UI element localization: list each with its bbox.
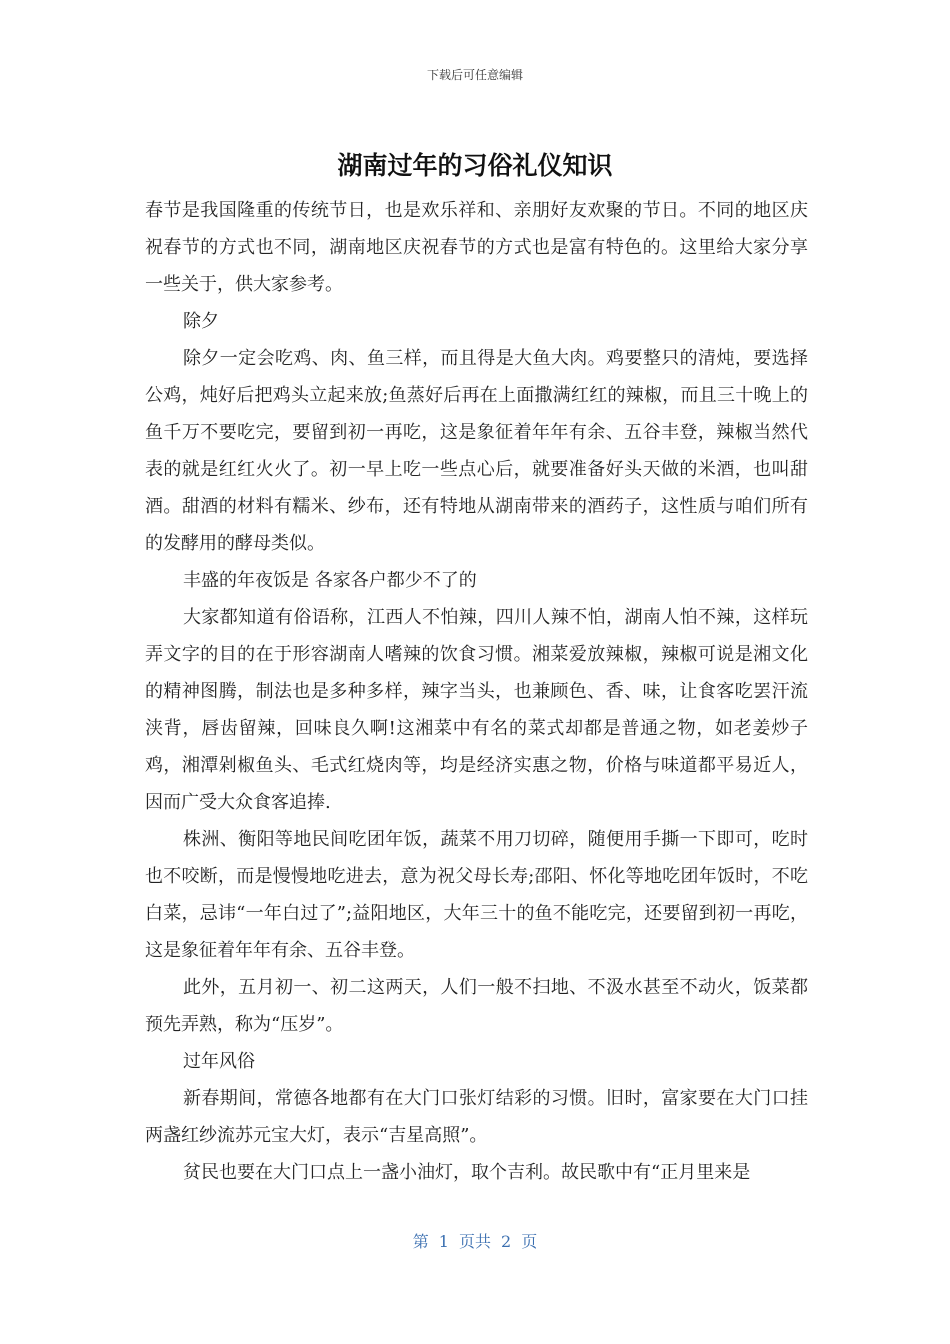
paragraph: 过年风俗 <box>183 1051 255 1072</box>
footer-total-pages: 2 <box>501 1232 512 1251</box>
footer-page-number: 1 <box>438 1232 449 1251</box>
paragraph: 新春期间，常德各地都有在大门口张灯结彩的习惯。旧时，富家要在大门口挂两盏红纱流苏元宝大灯，表示“吉星高照”。 <box>145 1088 808 1146</box>
document-title: 湖南过年的习俗礼仪知识 <box>337 151 613 180</box>
page-header: 下载后可任意编辑 <box>426 68 523 82</box>
paragraph: 此外，五月初一、初二这两天，人们一般不扫地、不汲水甚至不动火，饭菜都预先弄熟，称为“压岁”。 <box>145 977 808 1035</box>
paragraph: 春节是我国隆重的传统节日，也是欢乐祥和、亲朋好友欢聚的节日。不同的地区庆祝春节的方式也不同，湖南地区庆祝春节的方式也是富有特色的。这里给大家分享一些关于，供大家参考。 <box>145 200 808 295</box>
footer-middle: 页共 <box>458 1232 491 1251</box>
paragraph: 贫民也要在大门口点上一盏小油灯，取个吉利。故民歌中有“正月里来是 <box>183 1162 751 1183</box>
paragraph: 除夕一定会吃鸡、肉、鱼三样，而且得是大鱼大肉。鸡要整只的清炖，要选择公鸡，炖好后把鸡头立起来放;鱼蒸好后再在上面撒满红红的辣椒，而且三十晚上的鱼千万不要吃完，要留到初一再吃，这是象征着年年有余、五谷丰登，辣椒当然代表的就是红红火火了。初一早上吃一些点心后，就要准备好头天做的米酒，也叫甜酒。甜酒的材料有糯米、纱布，还有特地从湖南带来的酒药子，这性质与咱们所有的发酵用的酵母类似。 <box>145 348 808 554</box>
footer-prefix: 第 <box>412 1232 429 1251</box>
footer-suffix: 页 <box>521 1232 538 1251</box>
paragraph: 大家都知道有俗语称，江西人不怕辣，四川人辣不怕，湖南人怕不辣，这样玩弄文字的目的在于形容湖南人嗜辣的饮食习惯。湘菜爱放辣椒，辣椒可说是湘文化的精神图腾，制法也是多种多样，辣字当头，也兼顾色、香、味，让食客吃罢汗流浃背，唇齿留辣，回味良久啊!这湘菜中有名的菜式却都是普通之物，如老姜炒子鸡，湘潭剁椒鱼头、毛式红烧肉等，均是经济实惠之物，价格与味道都平易近人，因而广受大众食客追捧. <box>145 607 808 813</box>
paragraph: 丰盛的年夜饭是 各家各户都少不了的 <box>183 570 477 591</box>
document-body <box>145 192 808 1191</box>
paragraph: 株洲、衡阳等地民间吃团年饭，蔬菜不用刀切碎，随便用手撕一下即可，吃时也不咬断，而是慢慢地吃进去，意为祝父母长寿;邵阳、怀化等地吃团年饭时，不吃白菜，忌讳“一年白过了”;益阳地区，大年三十的鱼不能吃完，还要留到初一再吃，这是象征着年年有余、五谷丰登。 <box>145 829 808 961</box>
page-footer <box>0 1229 950 1252</box>
paragraph: 除夕 <box>183 311 219 332</box>
